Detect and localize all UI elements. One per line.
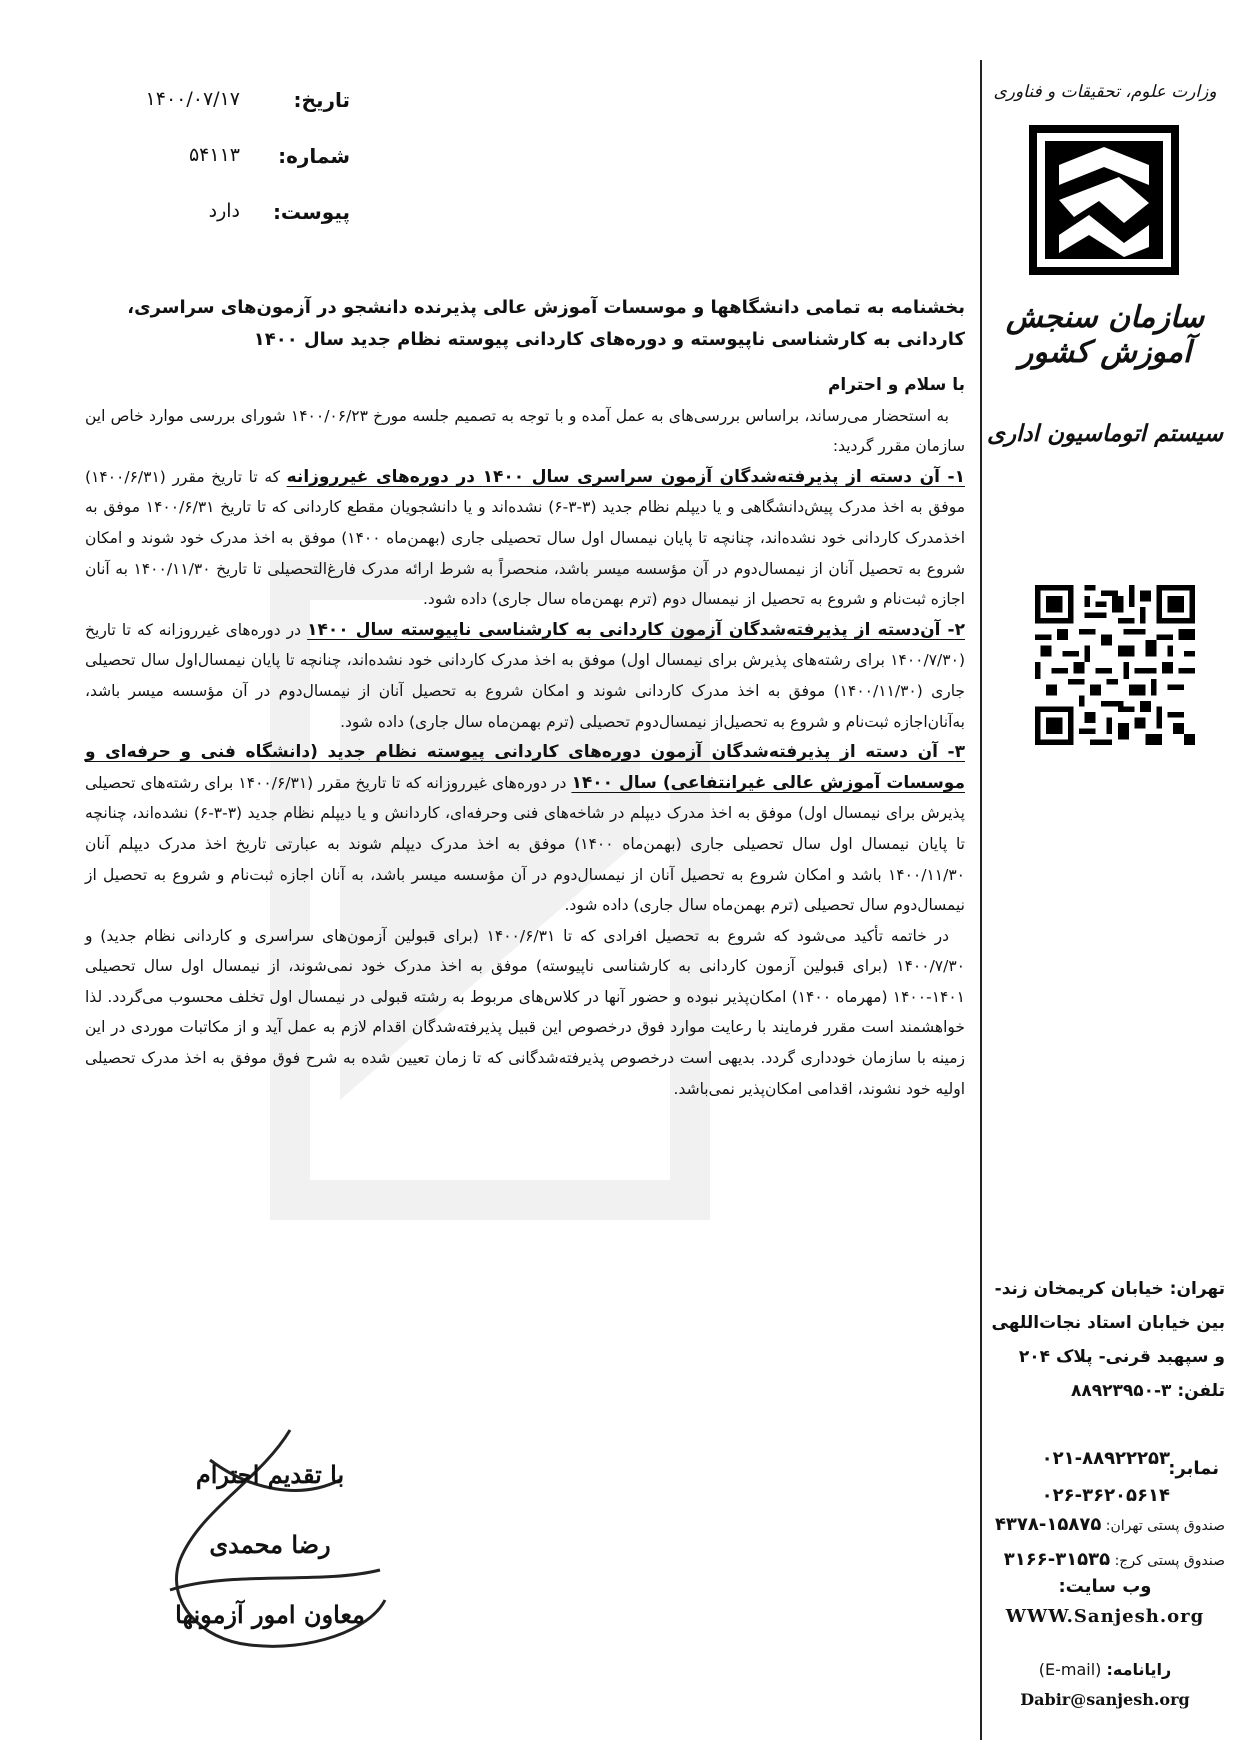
- po-box-tehran-value: ۱۵۸۷۵-۴۳۷۸: [994, 1514, 1102, 1535]
- website-block: [985, 1572, 1225, 1632]
- sidebar-divider: [980, 60, 982, 1740]
- date-label: تاریخ:: [293, 88, 350, 112]
- ministry-name: وزارت علوم، تحقیقات و فناوری: [993, 82, 1217, 102]
- po-box-karaj-value: ۳۱۵۳۵-۳۱۶۶: [1003, 1549, 1111, 1570]
- fax-numbers: [1042, 1440, 1170, 1514]
- item-2-text: در دوره‌های غیرروزانه که تا تاریخ (۱۴۰۰/۷/۳۰ برای رشته‌های پذیرش برای نیمسال اول) موفق به اخذ مدرک کاردانی خود نشده‌اند، چنانچه تا پایان نیمسال‌اول سال تحصیلی جاری (۱۴۰۰/۱۱/۳۰) موفق به اخذ مدرک کاردانی شوند و امکان شروع به تحصیل آنان از نیمسال‌دوم در آن مؤسسه میسر باشد، به‌آنان‌اجازه ثبت‌نام و شروع به تحصیل‌از نیمسال‌دوم تحصیلی (ترم بهمن‌ماه سال جاری) داده شود.: [85, 620, 965, 731]
- item-1-heading: ۱- آن دسته از پذیرفته‌شدگان آزمون سراسری سال ۱۴۰۰ در دوره‌های غیرروزانه: [286, 466, 965, 487]
- letter-body: [85, 292, 965, 1104]
- website-label: وب سایت:: [1058, 1576, 1152, 1597]
- signatory-name: رضا محمدی: [209, 1530, 331, 1559]
- email-label-row: [985, 1655, 1225, 1685]
- attachment-label: پیوست:: [272, 200, 350, 224]
- number-row: [60, 144, 350, 200]
- item-3-heading: ۳- آن دسته از پذیرفته‌شدگان آزمون دوره‌های کاردانی پیوسته نظام جدید (دانشگاه فنی و حرفه‌ای و موسسات آموزش عالی غیرانتفاعی) سال ۱۴۰۰: [85, 742, 965, 793]
- number-label: شماره:: [278, 144, 350, 168]
- automation-system-name: سیستم اتوماسیون اداری: [986, 420, 1224, 447]
- item-2: [85, 615, 965, 737]
- website-link[interactable]: WWW.Sanjesh.org: [1005, 1606, 1205, 1627]
- number-value: ۵۴۱۱۳: [188, 144, 240, 166]
- organization-name: سازمان سنجش آموزش کشور: [1005, 300, 1205, 370]
- attachment-value: دارد: [208, 200, 240, 222]
- fax-number: ۰۲۱-۸۸۹۲۲۲۵۳: [1041, 1448, 1170, 1469]
- po-box-tehran: [985, 1508, 1225, 1543]
- item-3-text: در دوره‌های غیرروزانه که تا تاریخ مقرر (۱۴۰۰/۶/۳۱ برای رشته‌های تحصیلی پذیرش برای نیمسال اول) موفق به اخذ مدرک دیپلم در شاخه‌های فنی وحرفه‌ای، کاردانش و یا دیپلم نظام جدید (۳-۳-۶) نشده‌اند، چنانچه تا پایان نیمسال اول سال تحصیلی جاری (بهمن‌ماه ۱۴۰۰) موفق به اخذ مدرک دیپلم شوند به عبارتی تاریخ اخذ مدرک دیپلم آنان ۱۴۰۰/۱۱/۳۰ باشد و امکان شروع به تحصیل آنان از نیمسال‌دوم در آن مؤسسه میسر باشد، به آنان اجازه ثبت‌نام و شروع به تحصیل از نیمسال‌دوم سال تحصیلی (ترم بهمن‌ماه سال جاری) داده شود.: [85, 773, 965, 915]
- qr-code-icon: [1035, 585, 1195, 745]
- email-tag: (E-mail): [1038, 1660, 1102, 1679]
- letter-meta: [60, 88, 350, 256]
- email-label: رایانامه:: [1106, 1660, 1172, 1679]
- item-1: [85, 462, 965, 615]
- email-link[interactable]: Dabir@sanjesh.org: [1020, 1690, 1190, 1709]
- item-1-text: که تا تاریخ مقرر (۱۴۰۰/۶/۳۱) موفق به اخذ مدرک پیش‌دانشگاهی و یا دیپلم نظام جدید (۳-۳-۶) نشده‌اند و یا دانشجویان مقطع کاردانی که تا تاریخ ۱۴۰۰/۶/۳۱ موفق به اخذمدرک کاردانی خود نشده‌اند، چنانچه تا پایان نیمسال اول سال تحصیلی جاری (بهمن‌ماه ۱۴۰۰) موفق به اخذ مدرک خود شوند و امکان شروع به تحصیل آنان از نیمسال‌دوم در آن مؤسسه میسر باشد، منحصراً به شرط ارائه مدرک فارغ‌التحصیلی تا تاریخ ۱۴۰۰/۱۱/۳۰ به آنان اجازه ثبت‌نام و شروع به تحصیل از نیمسال دوم (ترم بهمن‌ماه سال جاری) داده شود.: [85, 467, 966, 609]
- closing-paragraph: در خاتمه تأکید می‌شود که شروع به تحصیل افرادی که تا ۱۴۰۰/۶/۳۱ (برای قبولین آزمون‌های سراسری و کاردانی نظام جدید) و ۱۴۰۰/۷/۳۰ (برای قبولین آزمون کاردانی به کارشناسی ناپیوسته) موفق به اخذ مدرک خود نمی‌شوند، از نیمسال اول سال تحصیلی ۱۴۰۱-۱۴۰۰ (مهرماه ۱۴۰۰) امکان‌پذیر نبوده و حضور آنها در کلاس‌های مربوط به رشته قبولی در نیمسال اول تخلف محسوب می‌گردد. لذا خواهشمند است مقرر فرمایند با رعایت موارد فوق درخصوص این قبیل پذیرفته‌شدگان اقدام لازم به عمل آید و از مکاتبات موردی در این زمینه با سازمان خودداری گردد. بدیهی است درخصوص پذیرفته‌شدگانی که تا زمان تعیین شده به شرح فوق موفق به اخذ مدرک تحصیلی اولیه خود نشوند، اقدامی امکان‌پذیر نمی‌باشد.: [85, 926, 965, 1098]
- signatory-position: معاون امور آزمونها: [175, 1600, 365, 1629]
- fax-label: نمابر:: [1168, 1458, 1219, 1479]
- email-block: [985, 1655, 1225, 1715]
- fax-number: ۰۲۶-۳۶۲۰۵۶۱۴: [1041, 1485, 1170, 1506]
- address-line: تهران: خیابان کریمخان زند-: [994, 1279, 1225, 1299]
- po-box-karaj-label: صندوق پستی کرج:: [1114, 1553, 1225, 1569]
- phone-line: تلفن: ۳-۸۸۹۲۳۹۵۰: [1070, 1381, 1225, 1401]
- signature-block: [140, 1420, 400, 1660]
- address-block: [985, 1272, 1225, 1408]
- sanjesh-logo-icon: [1029, 125, 1179, 275]
- attachment-row: [60, 200, 350, 256]
- signature-closing: با تقدیم احترام: [195, 1460, 345, 1489]
- date-value: ۱۴۰۰/۰۷/۱۷: [145, 88, 240, 110]
- greeting: با سلام و احترام: [827, 375, 965, 395]
- po-box-tehran-label: صندوق پستی تهران:: [1105, 1518, 1225, 1534]
- address-line: بین خیابان استاد نجات‌اللهی: [991, 1313, 1225, 1333]
- letter-title: بخشنامه به تمامی دانشگاهها و موسسات آموزش عالی پذیرنده دانشجو در آزمون‌های سراسری، کاردانی به کارشناسی ناپیوسته و دوره‌های کاردانی پیوسته نظام جدید سال ۱۴۰۰: [127, 297, 965, 350]
- letterhead-sidebar: [985, 60, 1225, 1740]
- intro-paragraph: به استحضار می‌رساند، براساس بررسی‌های به عمل آمده و با توجه به تصمیم جلسه مورخ ۱۴۰۰/۰۶/۲۳ شورای بررسی موارد خاص این سازمان مقرر گردید:: [85, 406, 965, 456]
- item-2-heading: ۲- آن‌دسته از پذیرفته‌شدگان آزمون کاردانی به کارشناسی ناپیوسته سال ۱۴۰۰: [307, 619, 965, 640]
- po-box-block: [985, 1508, 1225, 1578]
- date-row: [60, 88, 350, 144]
- address-line: و سپهبد قرنی- پلاک ۲۰۴: [1018, 1347, 1225, 1367]
- item-3: [85, 737, 965, 921]
